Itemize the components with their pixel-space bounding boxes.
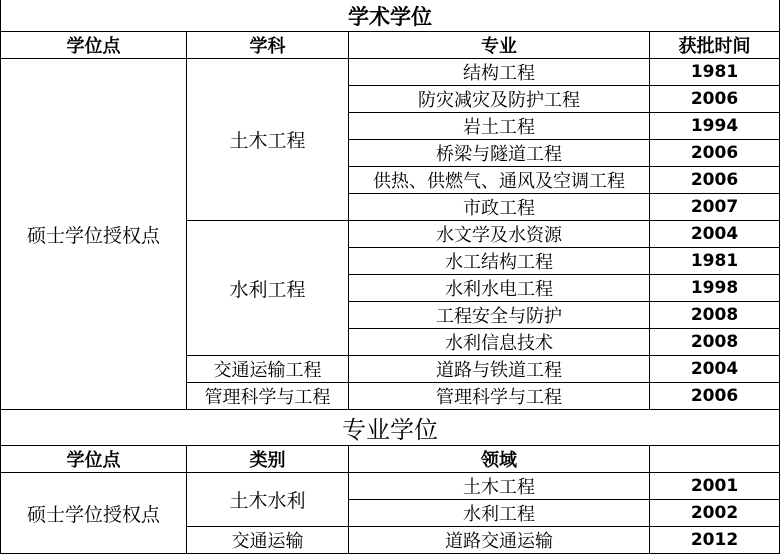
major-cell: 岩土工程 — [349, 113, 650, 140]
major-cell: 道路与铁道工程 — [349, 356, 650, 383]
major-cell: 市政工程 — [349, 194, 650, 221]
major-cell: 管理科学与工程 — [349, 383, 650, 410]
header-approval-time: 获批时间 — [650, 32, 780, 59]
category-transportation: 交通运输 — [187, 527, 349, 554]
major-cell: 水文学及水资源 — [349, 221, 650, 248]
year-cell: 2007 — [650, 194, 780, 221]
major-cell: 水利信息技术 — [349, 329, 650, 356]
major-cell: 结构工程 — [349, 59, 650, 86]
field-cell: 水利工程 — [349, 500, 650, 527]
year-cell: 2006 — [650, 383, 780, 410]
year-cell: 1998 — [650, 275, 780, 302]
header-degree-point: 学位点 — [1, 32, 187, 59]
year-cell: 1981 — [650, 59, 780, 86]
major-cell: 防灾减灾及防护工程 — [349, 86, 650, 113]
major-cell: 水工结构工程 — [349, 248, 650, 275]
discipline-transportation: 交通运输工程 — [187, 356, 349, 383]
major-cell: 桥梁与隧道工程 — [349, 140, 650, 167]
header-field: 领域 — [349, 446, 650, 473]
major-cell: 水利水电工程 — [349, 275, 650, 302]
year-cell: 2006 — [650, 140, 780, 167]
year-cell: 2002 — [650, 500, 780, 527]
year-cell: 2001 — [650, 473, 780, 500]
professional-section-title: 专业学位 — [1, 410, 780, 446]
year-cell: 2006 — [650, 86, 780, 113]
year-cell: 2004 — [650, 356, 780, 383]
year-cell: 2008 — [650, 329, 780, 356]
discipline-civil-engineering: 土木工程 — [187, 59, 349, 221]
field-cell: 道路交通运输 — [349, 527, 650, 554]
header-major: 专业 — [349, 32, 650, 59]
category-civil-water: 土木水利 — [187, 473, 349, 527]
header-year-empty — [650, 446, 780, 473]
field-cell: 土木工程 — [349, 473, 650, 500]
professional-degree-point: 硕士学位授权点 — [1, 473, 187, 554]
discipline-management-science: 管理科学与工程 — [187, 383, 349, 410]
year-cell: 2004 — [650, 221, 780, 248]
academic-degree-point: 硕士学位授权点 — [1, 59, 187, 410]
academic-section-title: 学术学位 — [1, 0, 780, 32]
year-cell: 1994 — [650, 113, 780, 140]
year-cell: 2006 — [650, 167, 780, 194]
header-degree-point: 学位点 — [1, 446, 187, 473]
header-category: 类别 — [187, 446, 349, 473]
header-discipline: 学科 — [187, 32, 349, 59]
year-cell: 1981 — [650, 248, 780, 275]
year-cell: 2012 — [650, 527, 780, 554]
year-cell: 2008 — [650, 302, 780, 329]
discipline-water-conservancy: 水利工程 — [187, 221, 349, 356]
major-cell: 工程安全与防护 — [349, 302, 650, 329]
major-cell: 供热、供燃气、通风及空调工程 — [349, 167, 650, 194]
